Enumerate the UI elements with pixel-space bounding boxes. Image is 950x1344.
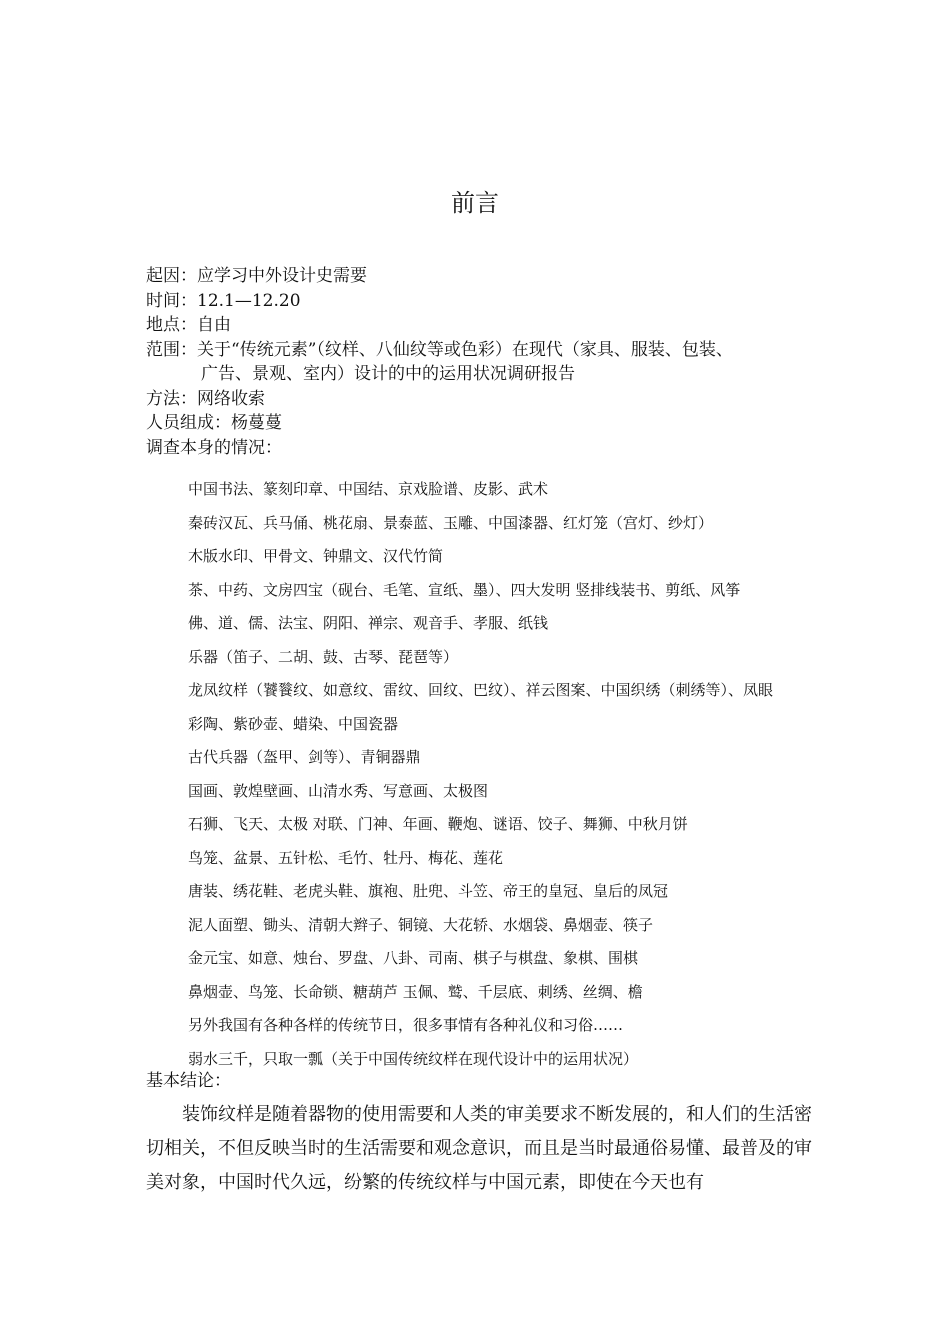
page-title: 前言 (451, 189, 499, 217)
list-item: 鸟笼、盆景、五针松、毛竹、牡丹、梅花、莲花 (188, 848, 504, 867)
list-item: 金元宝、如意、烛台、罗盘、八卦、司南、棋子与棋盘、象棋、围棋 (188, 949, 639, 967)
conclusion-heading: 基本结论： (146, 1071, 231, 1091)
list-item: 另外我国有各种各样的传统节日，很多事情有各种礼仪和习俗…… (188, 1016, 624, 1034)
conclusion-paragraph: 装饰纹样是随着器物的使用需要和人类的审美要求不断发展的，和人们的生活密切相关，不但反映当时的生活需要和观念意识，而且是当时最通俗易懂、最普及的审美对象，中国时代久远，纷繁的传统纹样与中国元素，即使在今天也有 (146, 1104, 812, 1193)
list-item: 泥人面塑、锄头、清朝大辫子、铜镜、大花轿、水烟袋、鼻烟壶、筷子 (188, 915, 654, 934)
list-item: 石狮、飞天、太极 对联、门神、年画、鞭炮、谜语、饺子、舞狮、中秋月饼 (188, 815, 688, 833)
meta-survey-label: 调查本身的情况： (146, 437, 282, 458)
list-item: 鼻烟壶、鸟笼、长命锁、糖葫芦 玉佩、鹫、千层底、刺绣、丝绸、檐 (188, 982, 643, 1001)
list-item: 古代兵器（盔甲、剑等）、青铜器鼎 (188, 748, 421, 766)
list-item: 彩陶、紫砂壶、蜡染、中国瓷器 (188, 714, 399, 733)
list-item: 唐装、绣花鞋、老虎头鞋、旗袍、肚兜、斗笠、帝王的皇冠、皇后的凤冠 (188, 882, 669, 900)
survey-items-list (188, 478, 888, 1081)
meta-scope-continued: 广告、景观、室内）设计的中的运用状况调研报告 (201, 364, 575, 384)
report-meta (146, 264, 846, 460)
list-item: 国画、敦煌壁画、山清水秀、写意画、太极图 (188, 781, 489, 800)
meta-place: 地点：自由 (146, 315, 231, 335)
list-item: 茶、中药、文房四宝（砚台、毛笔、宣纸、墨）、四大发明 竖排线装书、剪纸、风筝 (188, 580, 741, 599)
list-item: 中国书法、篆刻印章、中国结、京戏脸谱、皮影、武术 (188, 480, 549, 498)
list-item: 佛、道、儒、法宝、阴阳、禅宗、观音手、孝服、纸钱 (188, 614, 549, 632)
meta-scope: 范围：关于“传统元素”（纹样、八仙纹等或色彩）在现代（家具、服装、包装、 (146, 339, 733, 360)
meta-cause: 起因：应学习中外设计史需要 (146, 266, 367, 286)
list-item: 弱水三千，只取一瓢（关于中国传统纹样在现代设计中的运用状况） (188, 1049, 639, 1068)
list-item: 木版水印、甲骨文、钟鼎文、汉代竹简 (188, 547, 444, 565)
meta-time: 时间：12.1—12.20 (146, 290, 301, 311)
list-item: 乐器（笛子、二胡、鼓、古琴、琵琶等） (188, 647, 459, 666)
list-item: 秦砖汉瓦、兵马俑、桃花扇、景泰蓝、玉雕、中国漆器、红灯笼（宫灯、纱灯） (188, 513, 714, 532)
list-item: 龙凤纹样（饕餮纹、如意纹、雷纹、回纹、巴纹）、祥云图案、中国织绣（刺绣等）、凤眼 (188, 681, 774, 699)
meta-method: 方法：网络收索 (146, 388, 265, 409)
meta-members: 人员组成：杨蔓蔓 (146, 413, 282, 433)
